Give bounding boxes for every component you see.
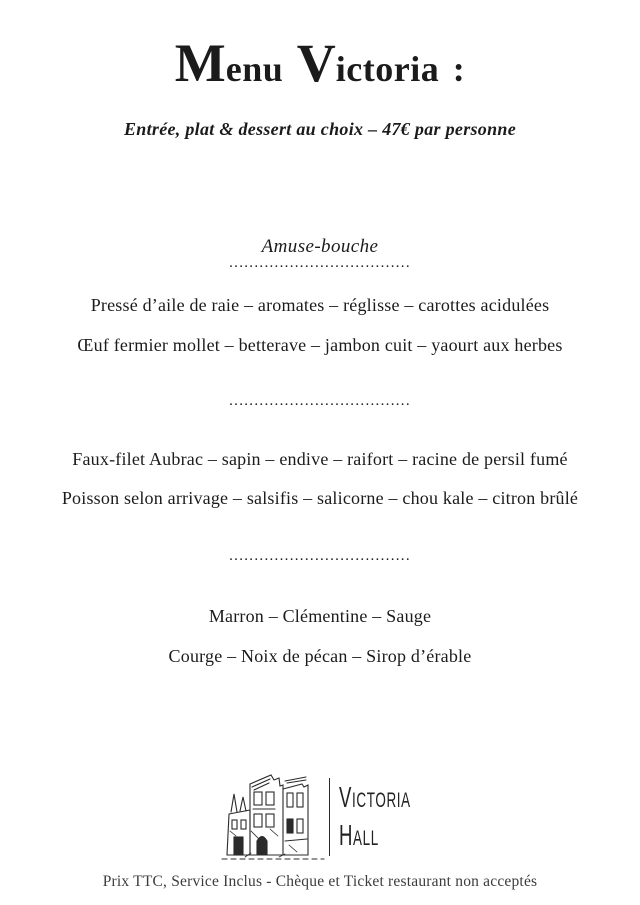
course-header: Amuse-bouche [261, 236, 379, 257]
menu-item: Faux-filet Aubrac – sapin – endive – raifort – racine de persil fumé [72, 449, 568, 469]
dotted-divider: .................................... [229, 548, 411, 564]
page-title [0, 33, 640, 93]
logo-line-hall [338, 819, 411, 852]
menu-item: Pressé d’aile de raie – aromates – réglisse – carottes acidulées [90, 295, 550, 315]
victoria-hall-logo [16, 766, 640, 868]
dotted-divider: .................................... [229, 393, 411, 409]
building-sketch-icon [221, 769, 325, 865]
logo-line-victoria [338, 781, 411, 814]
menu-item: Poisson selon arrivage – salsifis – salicorne – chou kale – citron brûlé [61, 488, 579, 508]
footer-note: Prix TTC, Service Inclus - Chèque et Ticket restaurant non acceptés [102, 873, 538, 890]
title-initial-m: M [174, 33, 226, 93]
menu-item: Courge – Noix de pécan – Sirop d’érable [168, 646, 472, 666]
logo-initial-h: H [338, 819, 353, 852]
logo-victoria-rest: ICTORIA [351, 788, 411, 812]
title-colon: : [439, 49, 466, 89]
menu-item: Marron – Clémentine – Sauge [208, 606, 432, 626]
menu-subtitle: Entrée, plat & dessert au choix – 47€ par personne [123, 119, 517, 139]
logo-wordmark [338, 781, 411, 852]
logo-hall-rest: ALL [352, 826, 379, 850]
title-word-victoria-rest: ictoria [335, 49, 440, 89]
title-initial-v: V [296, 33, 336, 93]
logo-divider-rule [329, 778, 330, 856]
dotted-divider: .................................... [229, 255, 411, 271]
title-word-menu-rest: enu [225, 49, 284, 89]
menu-item: Œuf fermier mollet – betterave – jambon cuit – yaourt aux herbes [77, 335, 563, 355]
logo-initial-v: V [338, 781, 352, 814]
